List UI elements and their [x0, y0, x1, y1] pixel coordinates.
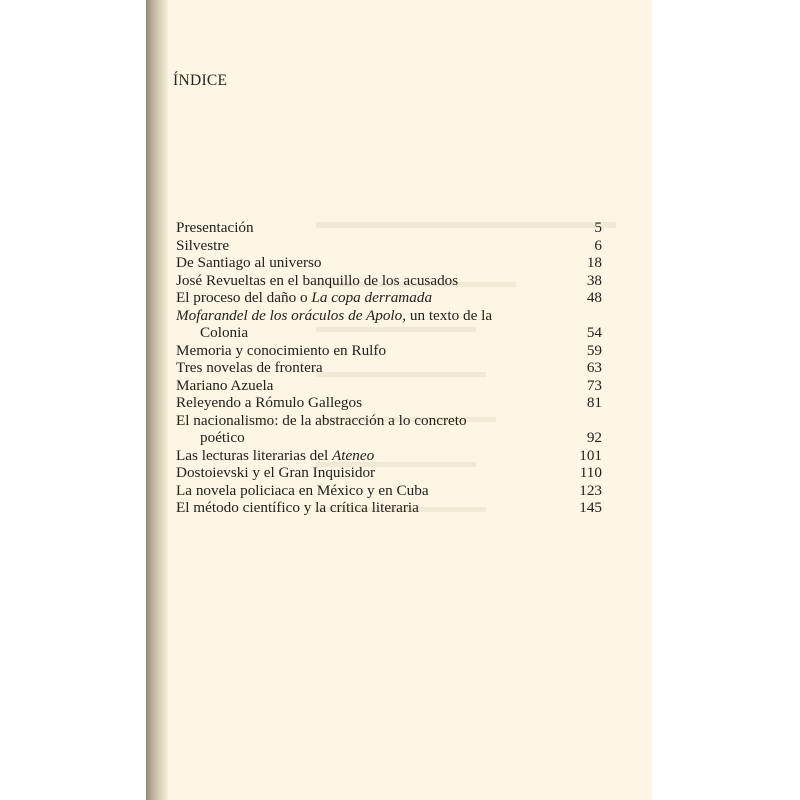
toc-entry-page: 54: [586, 324, 602, 341]
toc-entry-title: [176, 447, 374, 464]
toc-entry-page: 59: [586, 341, 602, 359]
toc-entry-page: 38: [586, 271, 602, 289]
toc-title-plain: El proceso del daño o: [176, 289, 312, 306]
toc-entry-title: La novela policiaca en México y en Cuba: [176, 481, 429, 499]
toc-entry-page: 48: [586, 289, 602, 306]
toc-entry-title: El nacionalismo: de la abstracción a lo concreto: [176, 411, 467, 429]
toc-entry-page: 81: [586, 394, 602, 411]
toc-entry: [176, 482, 602, 500]
toc-entry-title: Silvestre: [176, 236, 230, 254]
toc-entry-title: José Revueltas en el banquillo de los acusados: [176, 271, 459, 289]
table-of-contents: [176, 219, 602, 517]
toc-entry: [176, 237, 602, 255]
toc-entry-page: 145: [579, 499, 602, 516]
toc-entry: [176, 377, 602, 395]
page-title: ÍNDICE: [173, 72, 228, 89]
toc-entry-title: [176, 307, 602, 325]
toc-entry: [176, 412, 602, 447]
toc-entry: [176, 394, 602, 412]
toc-title-plain: Las lecturas literarias del: [176, 446, 333, 464]
toc-entry-page: 123: [579, 481, 602, 499]
toc-entry-title: El método científico y la crítica literaria: [176, 499, 419, 516]
toc-title-italic: La copa derramada: [311, 289, 433, 306]
toc-entry-page: 6: [594, 236, 602, 254]
toc-entry-title: Releyendo a Rómulo Gallegos: [176, 394, 363, 411]
toc-title-italic: Ateneo: [332, 446, 375, 464]
toc-entry: [176, 307, 602, 342]
toc-entry: [176, 447, 602, 465]
toc-entry-page: 63: [586, 359, 602, 376]
toc-entry: [176, 359, 602, 377]
toc-entry-page: 101: [579, 446, 602, 464]
toc-entry: [176, 342, 602, 360]
book-page: [146, 0, 652, 800]
toc-entry-title: Mariano Azuela: [176, 376, 274, 394]
toc-entry: [176, 499, 602, 517]
toc-entry-title: Dostoievski y el Gran Inquisidor: [176, 464, 376, 481]
toc-entry-page: 5: [594, 219, 602, 236]
toc-entry: [176, 219, 602, 237]
toc-entry: [176, 272, 602, 290]
toc-entry-title: Tres novelas de frontera: [176, 359, 323, 376]
spine-shadow: [146, 0, 168, 800]
toc-entry-page: 73: [586, 376, 602, 394]
toc-entry: [176, 254, 602, 272]
toc-entry-title: De Santiago al universo: [176, 254, 322, 271]
toc-entry-title: Presentación: [176, 219, 254, 236]
toc-title-italic: Mofarandel de los oráculos de Apolo: [176, 306, 403, 324]
toc-entry-continuation: poético: [200, 429, 245, 446]
toc-entry-continuation: Colonia: [200, 324, 249, 341]
toc-entry-page: 18: [586, 254, 602, 271]
toc-entry: [176, 289, 602, 307]
toc-entry: [176, 464, 602, 482]
toc-entry-page: 110: [579, 464, 602, 481]
toc-title-plain: , un texto de la: [402, 306, 493, 324]
toc-entry-title: [176, 289, 432, 306]
toc-entry-title: Memoria y conocimiento en Rulfo: [176, 341, 387, 359]
toc-entry-page: 92: [586, 429, 602, 446]
